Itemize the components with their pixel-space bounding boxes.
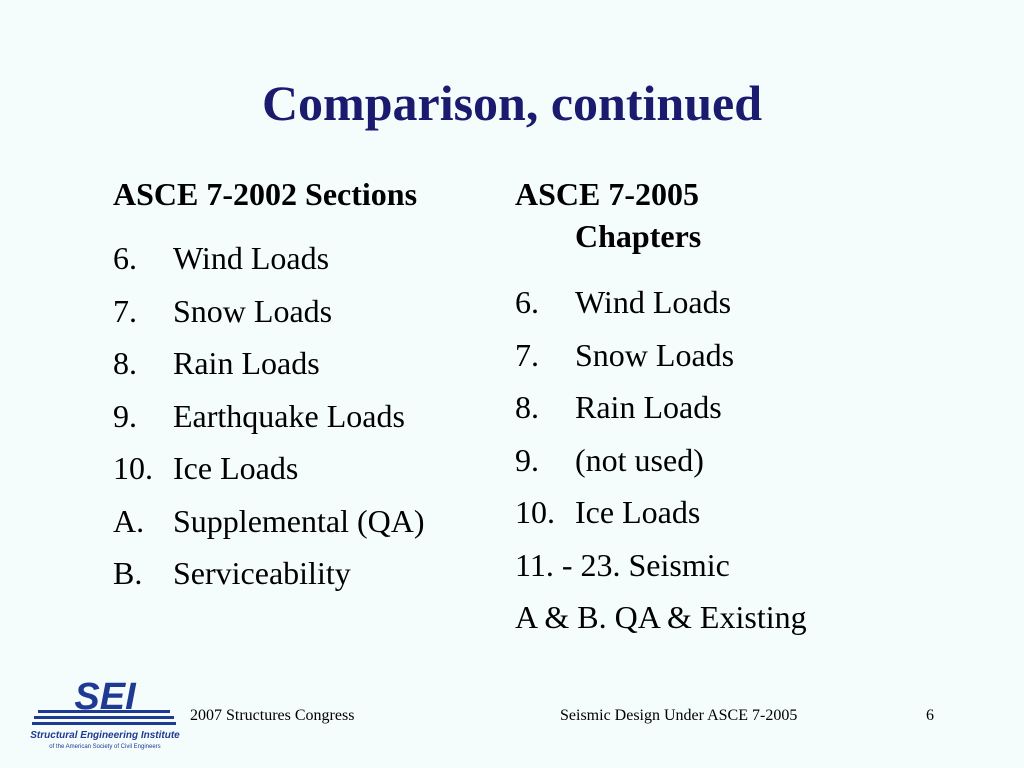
list-item bbox=[515, 276, 935, 329]
item-text: Ice Loads bbox=[173, 450, 299, 486]
item-text: - 23. Seismic bbox=[561, 546, 730, 583]
item-text: Snow Loads bbox=[173, 292, 333, 329]
item-number: 9. bbox=[113, 397, 137, 434]
list-item bbox=[113, 285, 503, 338]
page-number: 6 bbox=[926, 707, 934, 724]
list-item bbox=[515, 381, 935, 434]
item-text: (not used) bbox=[575, 441, 704, 478]
right-column-heading bbox=[515, 178, 935, 252]
slide-title: Comparison, continued bbox=[261, 75, 763, 131]
list-item bbox=[113, 547, 503, 600]
left-column-heading: ASCE 7-2002 Sections bbox=[113, 176, 418, 212]
item-number: 8. bbox=[515, 389, 539, 425]
item-text: Rain Loads bbox=[575, 389, 722, 425]
footer-center: Seismic Design Under ASCE 7-2005 bbox=[560, 707, 798, 724]
item-number: 10. bbox=[515, 494, 555, 530]
item-number: 11. bbox=[515, 546, 554, 583]
footer-left: 2007 Structures Congress bbox=[190, 707, 355, 724]
list-item bbox=[515, 486, 935, 539]
item-number: A & B. bbox=[515, 599, 607, 635]
item-number: A. bbox=[113, 502, 145, 539]
item-number: 7. bbox=[113, 292, 137, 329]
logo-name: Structural Engineering Institute bbox=[30, 730, 180, 741]
logo-acronym: SEI bbox=[74, 676, 136, 718]
item-text: Snow Loads bbox=[575, 336, 735, 373]
item-text: Wind Loads bbox=[173, 240, 330, 276]
item-number: 6. bbox=[113, 240, 137, 276]
right-heading-line2: Chapters bbox=[575, 218, 702, 254]
list-item bbox=[515, 539, 935, 592]
item-text: Wind Loads bbox=[575, 284, 732, 320]
item-text: Ice Loads bbox=[575, 494, 701, 530]
right-list bbox=[515, 276, 935, 644]
sei-logo bbox=[30, 676, 180, 756]
list-item bbox=[113, 390, 503, 443]
list-item bbox=[113, 232, 503, 285]
right-heading-line1: ASCE 7-2005 bbox=[515, 176, 700, 212]
item-number: B. bbox=[113, 555, 143, 591]
right-column bbox=[515, 178, 935, 644]
left-list bbox=[113, 232, 503, 600]
item-text: Rain Loads bbox=[173, 345, 320, 381]
item-text: Serviceability bbox=[173, 555, 351, 591]
item-number: 10. bbox=[113, 450, 153, 486]
list-item bbox=[515, 434, 935, 487]
list-item bbox=[515, 591, 935, 644]
item-text: Supplemental (QA) bbox=[173, 502, 425, 539]
logo-subtitle: of the American Society of Civil Engineers bbox=[49, 744, 161, 750]
item-number: 7. bbox=[515, 336, 539, 373]
list-item bbox=[113, 495, 503, 548]
left-column bbox=[113, 178, 503, 600]
item-number: 9. bbox=[515, 441, 539, 478]
item-text: Earthquake Loads bbox=[173, 397, 405, 434]
list-item bbox=[113, 337, 503, 390]
item-number: 8. bbox=[113, 345, 137, 381]
list-item bbox=[113, 442, 503, 495]
item-text: QA & Existing bbox=[614, 599, 807, 635]
item-number: 6. bbox=[515, 284, 539, 320]
list-item bbox=[515, 329, 935, 382]
